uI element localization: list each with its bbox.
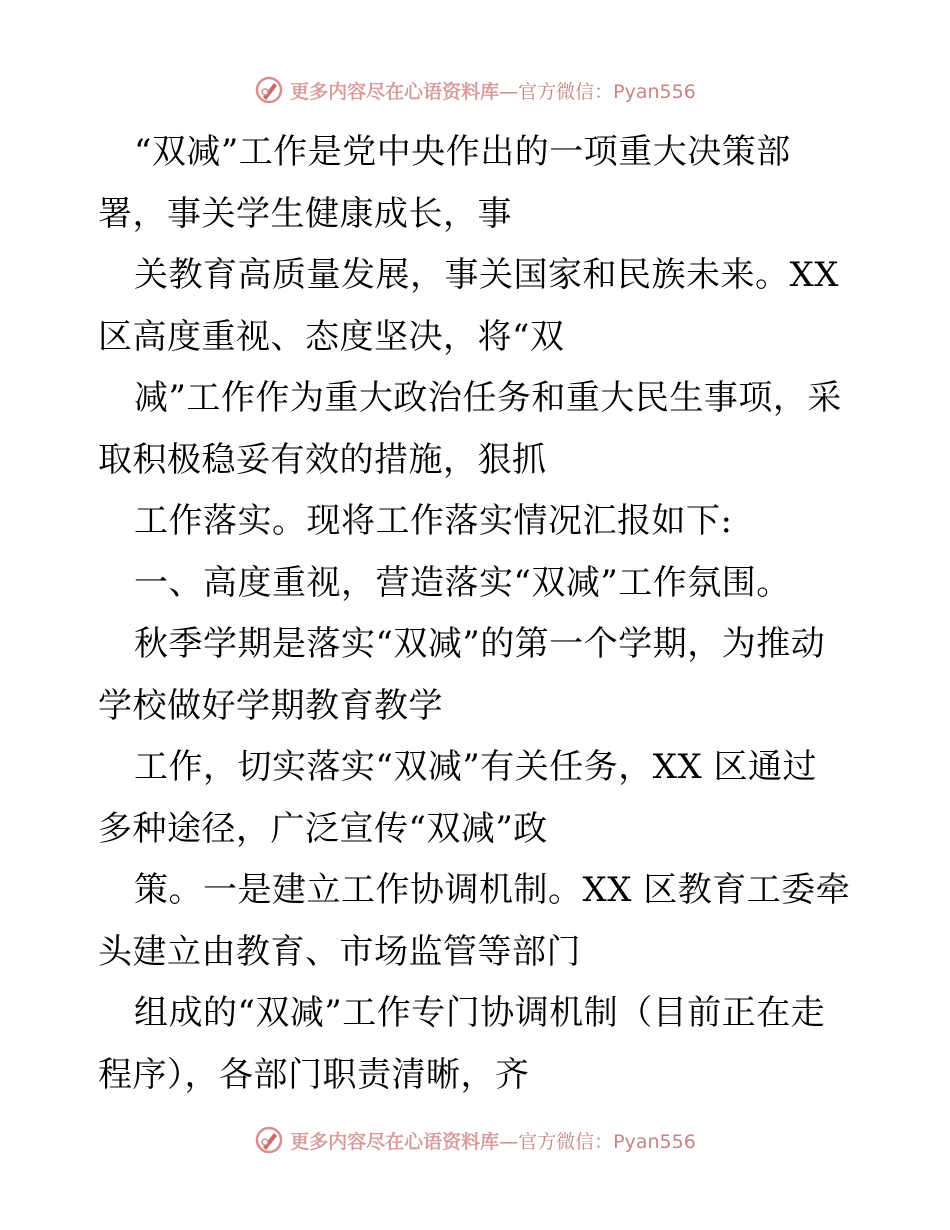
body-line: 工作落实。现将工作落实情况汇报如下: xyxy=(134,501,733,541)
header-watermark xyxy=(0,70,950,110)
body-line: 工作，切实落实“双减”有关任务，XX 区通过 xyxy=(134,747,817,787)
watermark-main-text: 更多内容尽在心语资料库 xyxy=(290,1130,500,1153)
watermark-sub-text: —官方微信：Pyan556 xyxy=(499,1130,696,1153)
body-line: 头建立由教育、市场监管等部门 xyxy=(98,931,581,972)
watermark-main-text: 更多内容尽在心语资料库 xyxy=(290,80,500,103)
body-line: 区高度重视、态度坚决，将“双 xyxy=(98,316,565,357)
body-line: 取积极稳妥有效的措施，狠抓 xyxy=(98,439,547,480)
body-line: 关教育高质量发展，事关国家和民族未来。XX xyxy=(134,255,839,295)
pen-logo-icon xyxy=(254,75,284,105)
body-line: “双减”工作是党中央作出的一项重大决策部 xyxy=(134,132,791,172)
body-line: 秋季学期是落实“双减”的第一个学期，为推动 xyxy=(134,624,826,664)
document-body xyxy=(98,122,858,1106)
body-line: 一、高度重视，营造落实“双减”工作氛围。 xyxy=(134,562,791,603)
body-line: 多种途径，广泛宣传“双减”政 xyxy=(98,808,548,849)
body-line: 组成的“双减”工作专门协调机制（目前正在走 xyxy=(134,993,826,1033)
body-line: 署，事关学生健康成长，事 xyxy=(98,193,512,234)
watermark-sub-text: —官方微信：Pyan556 xyxy=(499,80,696,103)
footer-watermark xyxy=(0,1120,950,1160)
body-line: 减”工作作为重大政治任务和重大民生事项，采 xyxy=(134,378,842,418)
body-line: 学校做好学期教育教学 xyxy=(98,685,443,726)
pen-logo-icon xyxy=(254,1125,284,1155)
body-line: 策。一是建立工作协调机制。XX 区教育工委牵 xyxy=(134,870,851,910)
body-line: 程序），各部门职责清晰，齐 xyxy=(98,1054,530,1095)
